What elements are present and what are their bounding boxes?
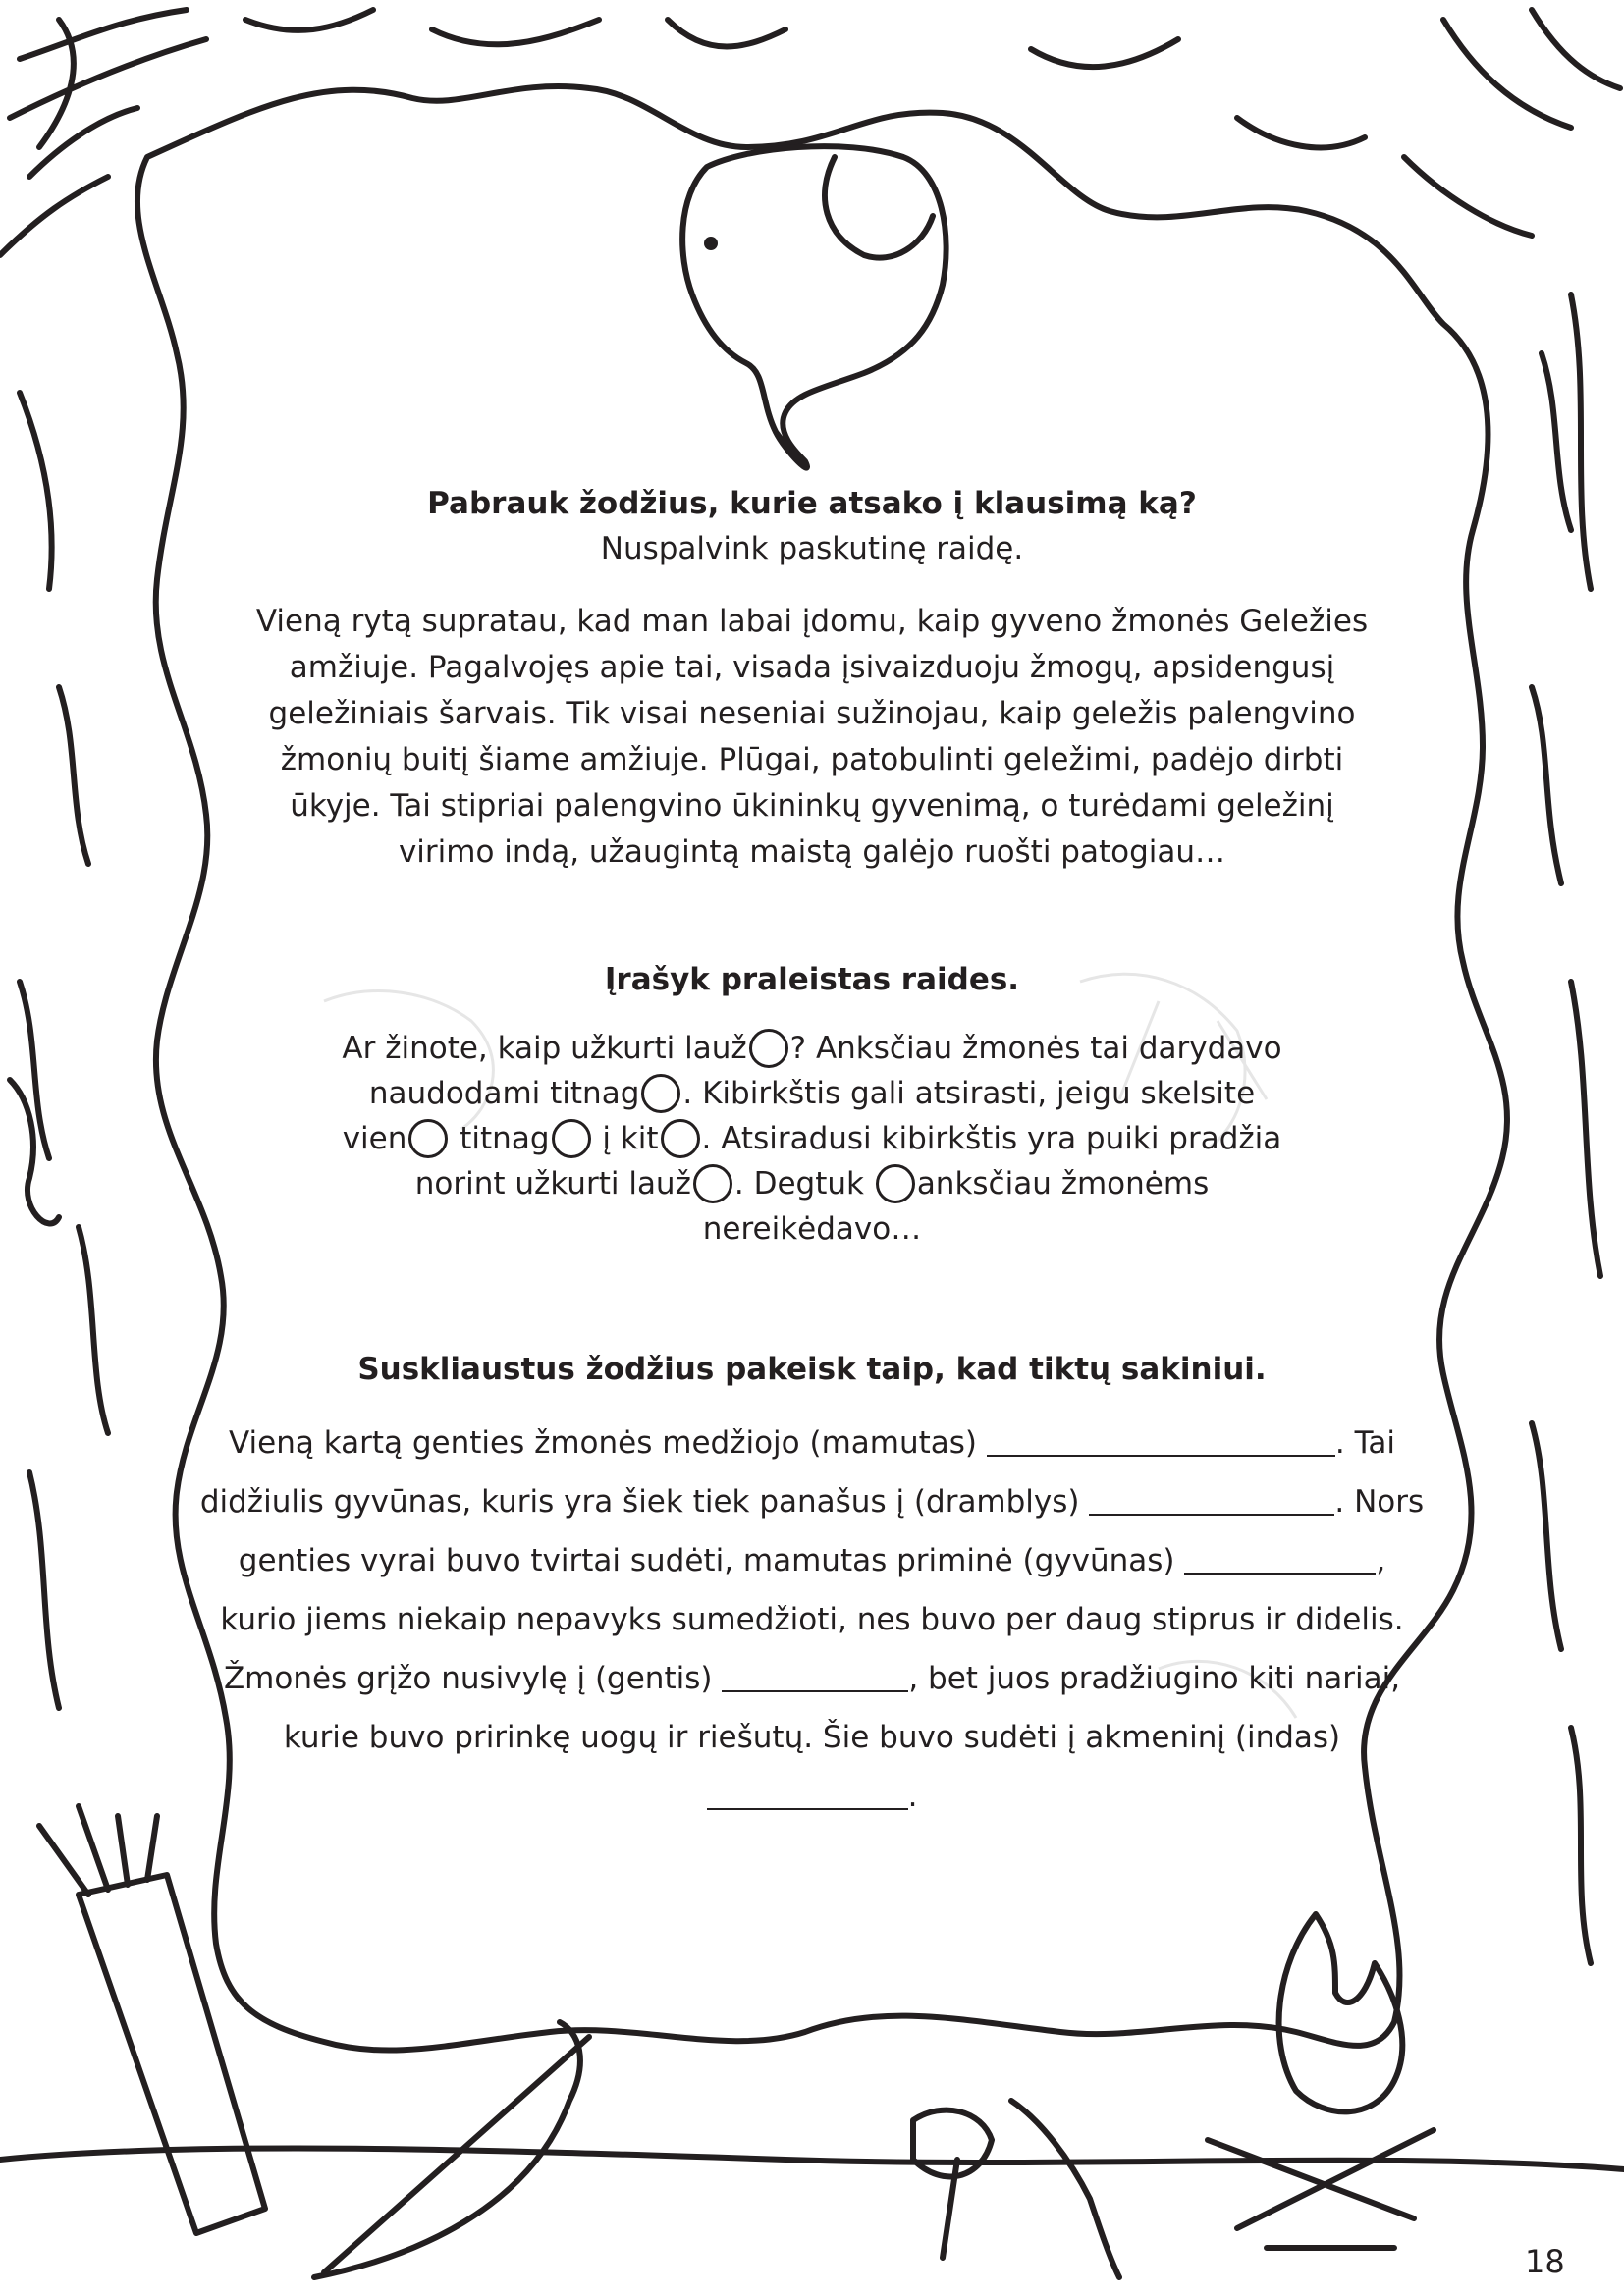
answer-blank[interactable] [707, 1779, 908, 1810]
text-line: nereikėdavo… [702, 1211, 922, 1247]
stone-axe [913, 2110, 992, 2258]
text-line: Žmonės grįžo nusivylę į (gentis) , bet juos pradžiugino kiti nariai, [223, 1661, 1401, 1696]
exercise-1-title: Pabrauk žodžius, kurie atsako į klausimą ką? [427, 486, 1197, 521]
exercise-word-forms [177, 1347, 1447, 1826]
text-line: geležiniais šarvais. Tik visai neseniai sužinojau, kaip geležis palengvino [268, 696, 1356, 731]
answer-blank[interactable] [1089, 1484, 1334, 1516]
rock-texture [1532, 353, 1600, 1963]
text-line: . [177, 1767, 1447, 1826]
exercise-missing-letters [177, 957, 1447, 1252]
exercise-2-title: Įrašyk praleistas raides. [604, 962, 1020, 997]
answer-blank[interactable] [1184, 1543, 1376, 1575]
answer-blank[interactable] [987, 1425, 1335, 1457]
rock-texture [20, 393, 108, 1708]
letter-circle[interactable] [876, 1164, 915, 1203]
text-line: genties vyrai buvo tvirtai sudėti, mamutas priminė (gyvūnas) , [238, 1543, 1386, 1578]
mammoth-head [682, 146, 946, 467]
letter-circle[interactable] [552, 1119, 591, 1158]
rock-texture [0, 10, 206, 255]
text-line: norint užkurti lauž . Degtuk anksčiau žmonėms [414, 1166, 1210, 1201]
letter-circle[interactable] [641, 1074, 680, 1113]
campfire-flame [1279, 1914, 1403, 2111]
text-line: kurie buvo pririnkę uogų ir riešutų. Šie buvo sudėti į akmeninį (indas) [283, 1720, 1341, 1755]
text-line: didžiulis gyvūnas, kuris yra šiek tiek panašus į (dramblys) . Nors [199, 1484, 1425, 1520]
text-line: vien titnag į kit . Atsiradusi kibirkštis yra puiki pradžia [342, 1121, 1282, 1156]
mammoth-ear [825, 157, 933, 258]
campfire-logs [1208, 2130, 1434, 2248]
text-line: naudodami titnag . Kibirkštis gali atsirasti, jeigu skelsite [368, 1076, 1256, 1111]
text-line: žmonių buitį šiame amžiuje. Plūgai, patobulinti geležimi, padėjo dirbti [280, 742, 1344, 777]
mammoth-eye [707, 240, 715, 247]
text-line: kurio jiems niekaip nepavyks sumedžioti, nes buvo per daug stiprus ir didelis. [220, 1602, 1404, 1637]
text-line: virimo indą, užaugintą maistą galėjo ruošti patogiau… [398, 834, 1226, 870]
letter-circle[interactable] [661, 1119, 700, 1158]
text-line: Vieną rytą supratau, kad man labai įdomu, kaip gyveno žmonės Geležies [255, 604, 1369, 639]
exercise-1-text [177, 599, 1447, 876]
exercise-2-text [177, 1026, 1447, 1252]
exercise-underline [177, 481, 1447, 876]
exercise-3-title: Suskliaustus žodžius pakeisk taip, kad tiktų sakiniui. [357, 1352, 1267, 1387]
letter-circle[interactable] [749, 1029, 788, 1068]
stone-tool [1011, 2101, 1119, 2277]
letter-circle[interactable] [693, 1164, 732, 1203]
text-line: amžiuje. Pagalvojęs apie tai, visada įsivaizduoju žmogų, apsidengusį [289, 650, 1335, 685]
text-line: Ar žinote, kaip užkurti lauž ? Anksčiau žmonės tai darydavo [342, 1031, 1282, 1066]
exercise-3-text [177, 1414, 1447, 1826]
letter-circle[interactable] [408, 1119, 448, 1158]
rock-texture [10, 1080, 59, 1223]
text-line: Vieną kartą genties žmonės medžiojo (mamutas) . Tai [228, 1425, 1395, 1461]
answer-blank[interactable] [722, 1661, 908, 1692]
page-number: 18 [1525, 2243, 1565, 2280]
quiver [79, 1875, 265, 2233]
exercise-1-subtitle: Nuspalvink paskutinę raidę. [600, 531, 1024, 566]
text-line: ūkyje. Tai stipriai palengvino ūkininkų gyvenimą, o turėdami geležinį [290, 788, 1334, 824]
rock-texture [245, 10, 1365, 147]
